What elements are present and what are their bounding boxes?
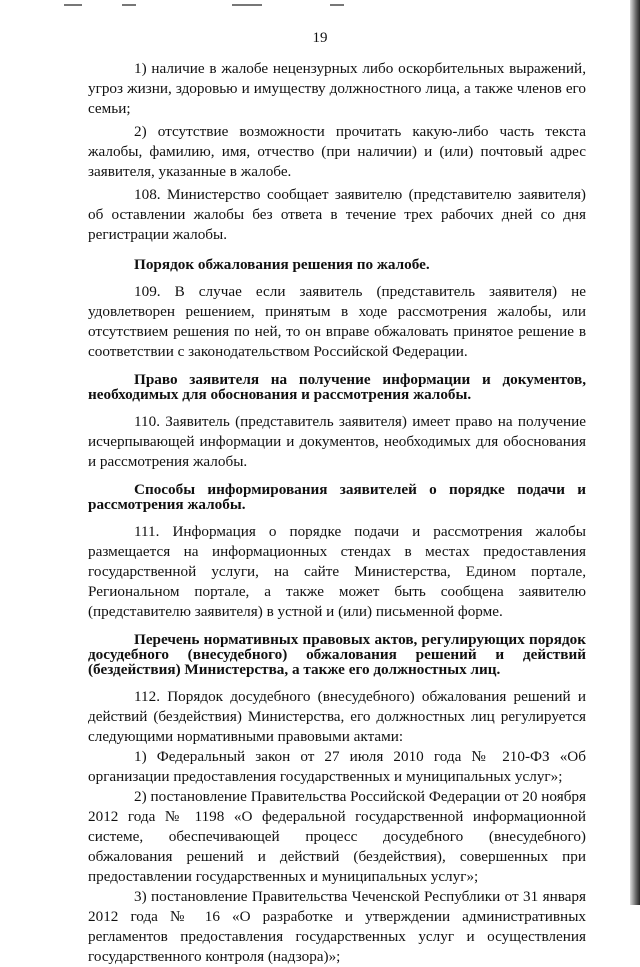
section-heading: Порядок обжалования решения по жалобе. <box>134 256 430 273</box>
section-heading: Перечень нормативных правовых актов, регулирующих порядок досудебного (внесудебного) обжалования решений и действий (бездействия) Министерства, а также его должностных лиц. <box>88 631 586 678</box>
paragraph: 2) отсутствие возможности прочитать какую-либо часть текста жалобы, фамилию, имя, отчество (при наличии) и (или) почтовый адрес заявителя, указанные в жалобе. <box>88 123 586 180</box>
scan-artifact <box>232 4 262 6</box>
section-heading: Право заявителя на получение информации и документов, необходимых для обоснования и рассмотрения жалобы. <box>88 371 586 403</box>
scan-edge <box>630 0 640 905</box>
scan-artifact <box>122 4 136 6</box>
paragraph: 110. Заявитель (представитель заявителя) имеет право на получение исчерпывающей информации и документов, необходимых для обоснования и рассмотрения жалобы. <box>88 413 586 470</box>
document-body <box>88 59 586 967</box>
list-item: 1) Федеральный закон от 27 июля 2010 года № 210-ФЗ «Об организации предоставления государственных и муниципальных услуг»; <box>88 748 586 785</box>
scan-artifact <box>330 4 344 6</box>
list-item: 3) постановление Правительства Чеченской Республики от 31 января 2012 года № 16 «О разработке и утверждении административных регламентов предоставления государственных услуг и осуществления государственного контроля (надзора)»; <box>88 888 586 965</box>
paragraph: 111. Информация о порядке подачи и рассмотрения жалобы размещается на информационных стендах в местах предоставления государственной услуги, на сайте Министерства, Едином портале, Региональном портале, а также может быть сообщена заявителю (представителю заявителя) в устной и (или) письменной форме. <box>88 523 586 620</box>
paragraph: 1) наличие в жалобе нецензурных либо оскорбительных выражений, угроз жизни, здоровью и имуществу должностного лица, а также членов его семьи; <box>88 60 586 117</box>
paragraph: 109. В случае если заявитель (представитель заявителя) не удовлетворен решением, принятым в ходе рассмотрения жалобы, или отсутствием решения по ней, то он вправе обжаловать принятое решение в соответствии с законодательством Российской Федерации. <box>88 283 586 360</box>
page-number: 19 <box>312 30 328 46</box>
section-heading: Способы информирования заявителей о порядке подачи и рассмотрения жалобы. <box>88 481 586 513</box>
paragraph: 108. Министерство сообщает заявителю (представителю заявителя) об оставлении жалобы без ответа в течение трех рабочих дней со дня регистрации жалобы. <box>88 186 586 243</box>
paragraph: 112. Порядок досудебного (внесудебного) обжалования решений и действий (бездействия) Министерства, его должностных лиц регулируется следующими нормативными правовыми актами: <box>88 688 586 745</box>
list-item: 2) постановление Правительства Российской Федерации от 20 ноября 2012 года № 1198 «О федеральной государственной информационной системе, обеспечивающей процесс досудебного (внесудебного) обжалования решений и действий (бездействия), совершенных при предоставлении государственных и муниципальных услуг»; <box>88 788 586 885</box>
scan-artifact <box>64 4 82 6</box>
